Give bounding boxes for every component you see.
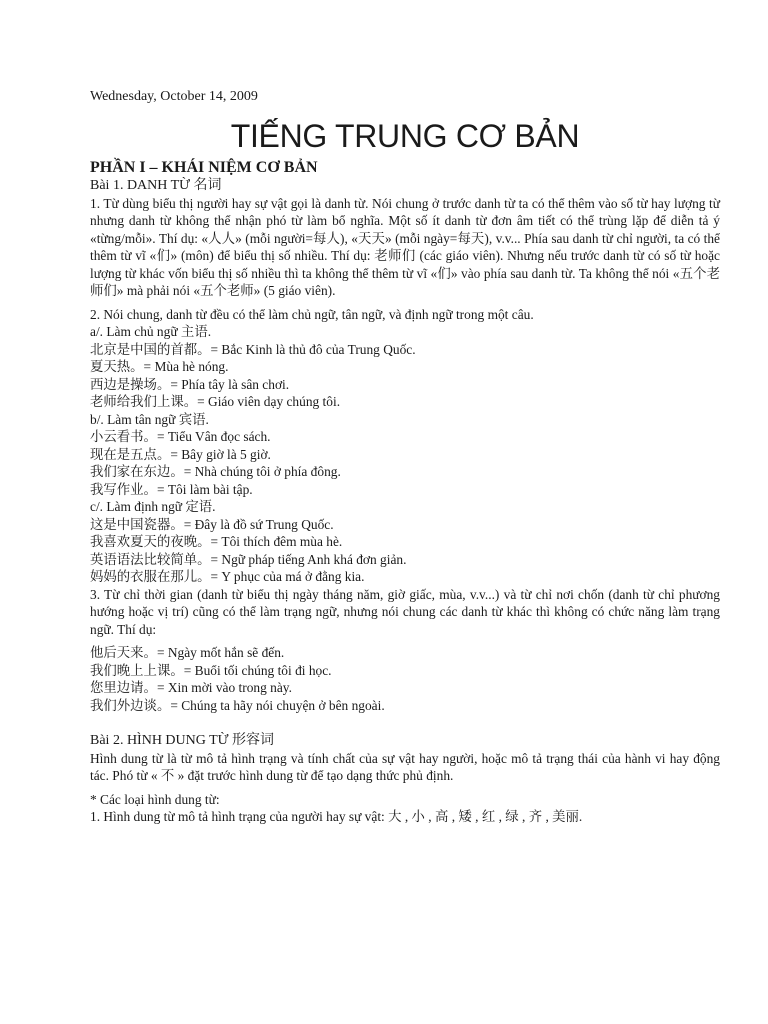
lesson1-paragraph-1: 1. Từ dùng biểu thị người hay sự vật gọi là danh từ. Nói chung ở trước danh từ ta có thể thêm vào số từ hay lượng từ nhưng danh từ không thể nhận phó từ làm bổ nghĩa. Một số ít danh từ đơn âm tiết có thể trùng lặp để diễn tả ý «từng/mỗi». Thí dụ: «人人» (mỗi người=每人), «天天» (mỗi ngày=每天), v.v... Phía sau danh từ chỉ người, ta có thể thêm từ vĩ «们» (môn) để biểu thị số nhiều. Thí dụ: 老师们 (các giáo viên). Nhưng nếu trước danh từ có số từ hoặc lượng từ khác vốn biểu thị số nhiều thì ta không thể thêm từ vĩ «们» vào phía sau danh từ. Ta không thể nói «五个老师们» mà phải nói «五个老师» (5 giáo viên).	[90, 195, 720, 298]
document-title: TIẾNG TRUNG CƠ BẢN	[230, 118, 580, 154]
example-line: a/. Làm chủ ngữ 主语.	[90, 324, 212, 339]
example-line: 我们家在东边。= Nhà chúng tôi ở phía đông.	[90, 464, 341, 479]
example-line: 您里边请。= Xin mời vào trong này.	[90, 680, 292, 695]
example-line: 我写作业。= Tôi làm bài tập.	[90, 481, 253, 497]
example-line: 我们外边谈。= Chúng ta hãy nói chuyện ở bên ngoài.	[90, 697, 385, 713]
document-date: Wednesday, October 14, 2009	[90, 89, 258, 104]
example-line: 英语语法比较简单。= Ngữ pháp tiếng Anh khá đơn giản.	[90, 551, 407, 567]
lesson2-type-1: 1. Hình dung từ mô tả hình trạng của người hay sự vật: 大 , 小 , 高 , 矮 , 红 , 绿 , 齐 , 美丽.	[90, 809, 583, 824]
lesson1-title: Bài 1. DANH TỪ 名词	[90, 178, 222, 193]
lesson2-title: Bài 2. HÌNH DUNG TỪ 形容词	[90, 733, 275, 748]
lesson2-paragraph-1: Hình dung từ là từ mô tả hình trạng và tính chất của sự vật hay người, hoặc mô tả trạng thái của hành vi hay động tác. Phó từ « 不 » đặt trước hình dung từ để tạo dạng thức phủ định.	[90, 750, 720, 783]
lesson1-paragraph-2: 2. Nói chung, danh từ đều có thể làm chủ ngữ, tân ngữ, và định ngữ trong một câu.	[90, 306, 534, 322]
lesson1-paragraph-3: 3. Từ chỉ thời gian (danh từ biểu thị ngày tháng năm, giờ giấc, mùa, v.v...) và từ chỉ nơi chốn (danh từ chỉ phương hướng hoặc vị trí) cũng có thể làm trạng ngữ, nhưng nói chung các danh từ khác thì không có chức năng làm trạng ngữ. Thí dụ:	[90, 586, 720, 637]
lesson2-types-heading: * Các loại hình dung từ:	[90, 791, 220, 807]
example-line: 现在是五点。= Bây giờ là 5 giờ.	[90, 446, 271, 462]
example-line: 我喜欢夏天的夜晚。= Tôi thích đêm mùa hè.	[90, 534, 343, 549]
example-line: 夏天热。= Mùa hè nóng.	[90, 359, 229, 374]
example-line: 我们晚上上课。= Buổi tối chúng tôi đi học.	[90, 662, 332, 678]
example-line: 小云看书。= Tiểu Vân đọc sách.	[90, 429, 271, 444]
lesson1-examples-b	[90, 644, 720, 714]
example-line: 他后天来。= Ngày mốt hắn sẽ đến.	[90, 645, 285, 660]
example-line: 妈妈的衣服在那儿。= Y phục của má ở đằng kia.	[90, 569, 365, 584]
example-line: 这是中国瓷器。= Đây là đồ sứ Trung Quốc.	[90, 516, 334, 532]
example-line: c/. Làm định ngữ 定语.	[90, 499, 216, 514]
part-title: PHẦN I – KHÁI NIỆM CƠ BẢN	[90, 159, 318, 176]
example-line: 北京是中国的首都。= Bắc Kinh là thủ đô của Trung Quốc.	[90, 341, 416, 357]
document-page	[90, 88, 720, 826]
example-line: 老师给我们上课。= Giáo viên dạy chúng tôi.	[90, 394, 341, 409]
example-line: 西边是操场。= Phía tây là sân chơi.	[90, 376, 290, 392]
example-line: b/. Làm tân ngữ 宾语.	[90, 411, 209, 427]
lesson1-examples-a	[90, 323, 720, 586]
